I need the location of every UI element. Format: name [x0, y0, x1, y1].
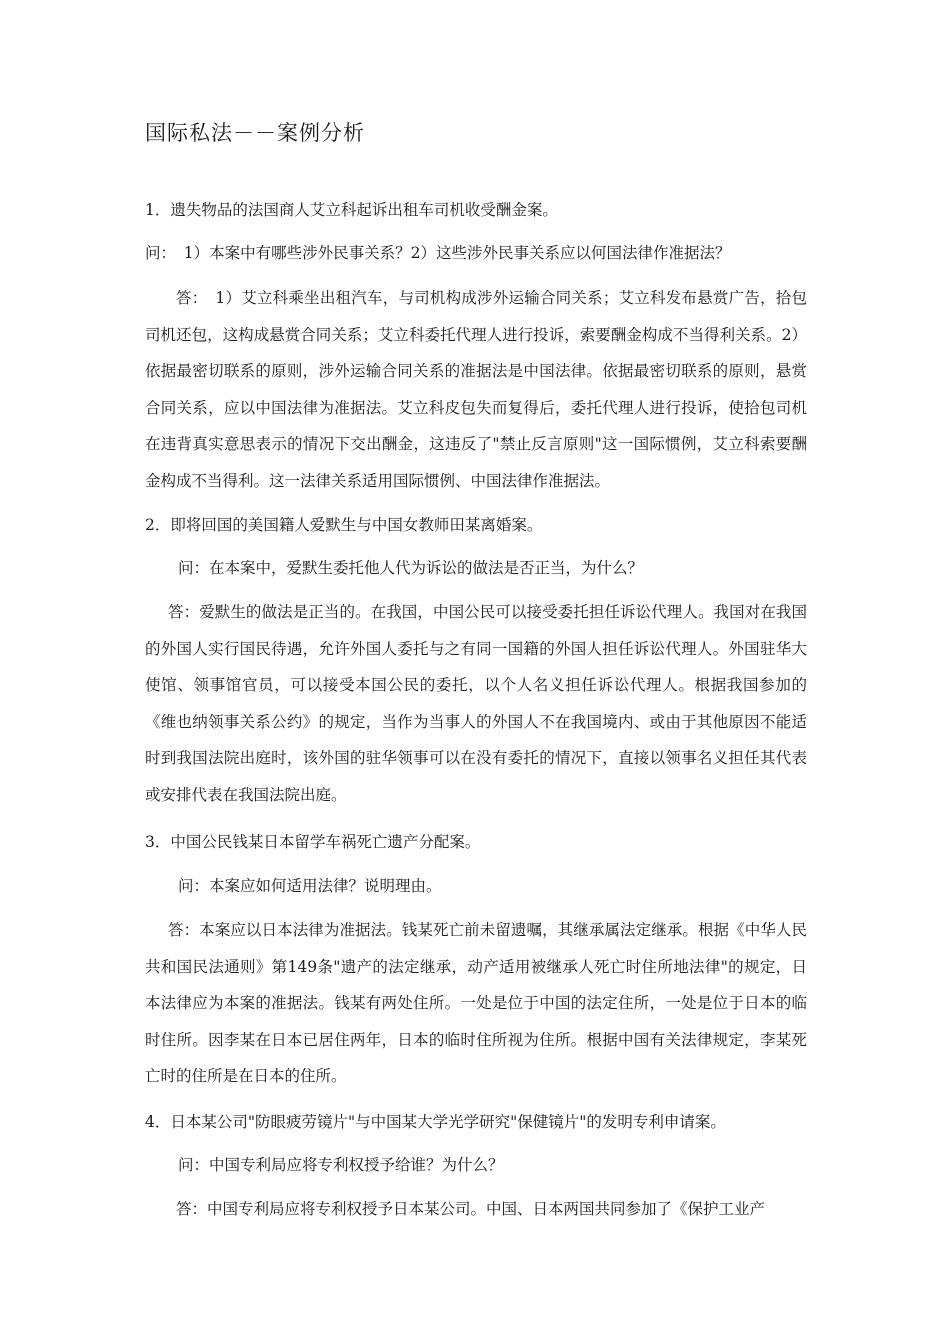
document-title: 国际私法－－案例分析	[145, 121, 365, 145]
case-2-answer: 答：爱默生的做法是正当的。在我国，中国公民可以接受委托担任诉讼代理人。我国对在我国的外国人实行国民待遇，允许外国人委托与之有同一国籍的外国人担任诉讼代理人。外国驻华大使馆、领事馆官员，可以接受本国公民的委托，以个人名义担任诉讼代理人。根据我国参加的《维也纳领事关系公约》的规定，当作为当事人的外国人不在我国境内、或由于其他原因不能适时到我国法院出庭时，该外国的驻华领事可以在没有委托的情况下，直接以领事名义担任其代表或安排代表在我国法院出庭。	[145, 603, 807, 804]
case-3-answer: 答：本案应以日本法律为准据法。钱某死亡前未留遗嘱，其继承属法定继承。根据《中华人民共和国民法通则》第149条"遗产的法定继承，动产适用被继承人死亡时住所地法律"的规定，日本法律应为本案的准据法。钱某有两处住所。一处是位于中国的法定住所，一处是位于日本的临时住所。因李某在日本已居住两年，日本的临时住所视为住所。根据中国有关法律规定，李某死亡时的住所是在日本的住所。	[145, 921, 807, 1085]
case-1-heading: 1．遗失物品的法国商人艾立科起诉出租车司机收受酬金案。	[145, 201, 558, 219]
case-4-heading: 4．日本某公司"防眼疲劳镜片"与中国某大学光学研究"保健镜片"的发明专利申请案。	[145, 1113, 726, 1131]
case-4-question: 问：中国专利局应将专利权授予给谁？为什么？	[178, 1156, 504, 1174]
case-3-question: 问：本案应如何适用法律？说明理由。	[178, 877, 442, 895]
case-1-answer: 答： 1）艾立科乘坐出租汽车，与司机构成涉外运输合同关系；艾立科发布悬赏广告，拾包司机还包，这构成悬赏合同关系；艾立科委托代理人进行投诉，索要酬金构成不当得利关系。2）依据最密切联系的原则，涉外运输合同关系的准据法是中国法律。依据最密切联系的原则，悬赏合同关系，应以中国法律为准据法。艾立科皮包失而复得后，委托代理人进行投诉，使拾包司机在违背真实意思表示的情况下交出酬金，这违反了"禁止反言原则"这一国际惯例，艾立科索要酬金构成不当得利。这一法律关系适用国际惯例、中国法律作准据法。	[145, 289, 807, 490]
case-4-answer: 答：中国专利局应将专利权授予日本某公司。中国、日本两国共同参加了《保护工业产	[176, 1200, 766, 1218]
case-1-question: 问： 1）本案中有哪些涉外民事关系？2）这些涉外民事关系应以何国法律作准据法？	[145, 244, 731, 262]
case-2-question: 问：在本案中，爱默生委托他人代为诉讼的做法是否正当，为什么？	[178, 559, 644, 577]
case-3-heading: 3．中国公民钱某日本留学车祸死亡遗产分配案。	[145, 833, 481, 851]
case-2-heading: 2．即将回国的美国籍人爱默生与中国女教师田某离婚案。	[145, 516, 543, 534]
